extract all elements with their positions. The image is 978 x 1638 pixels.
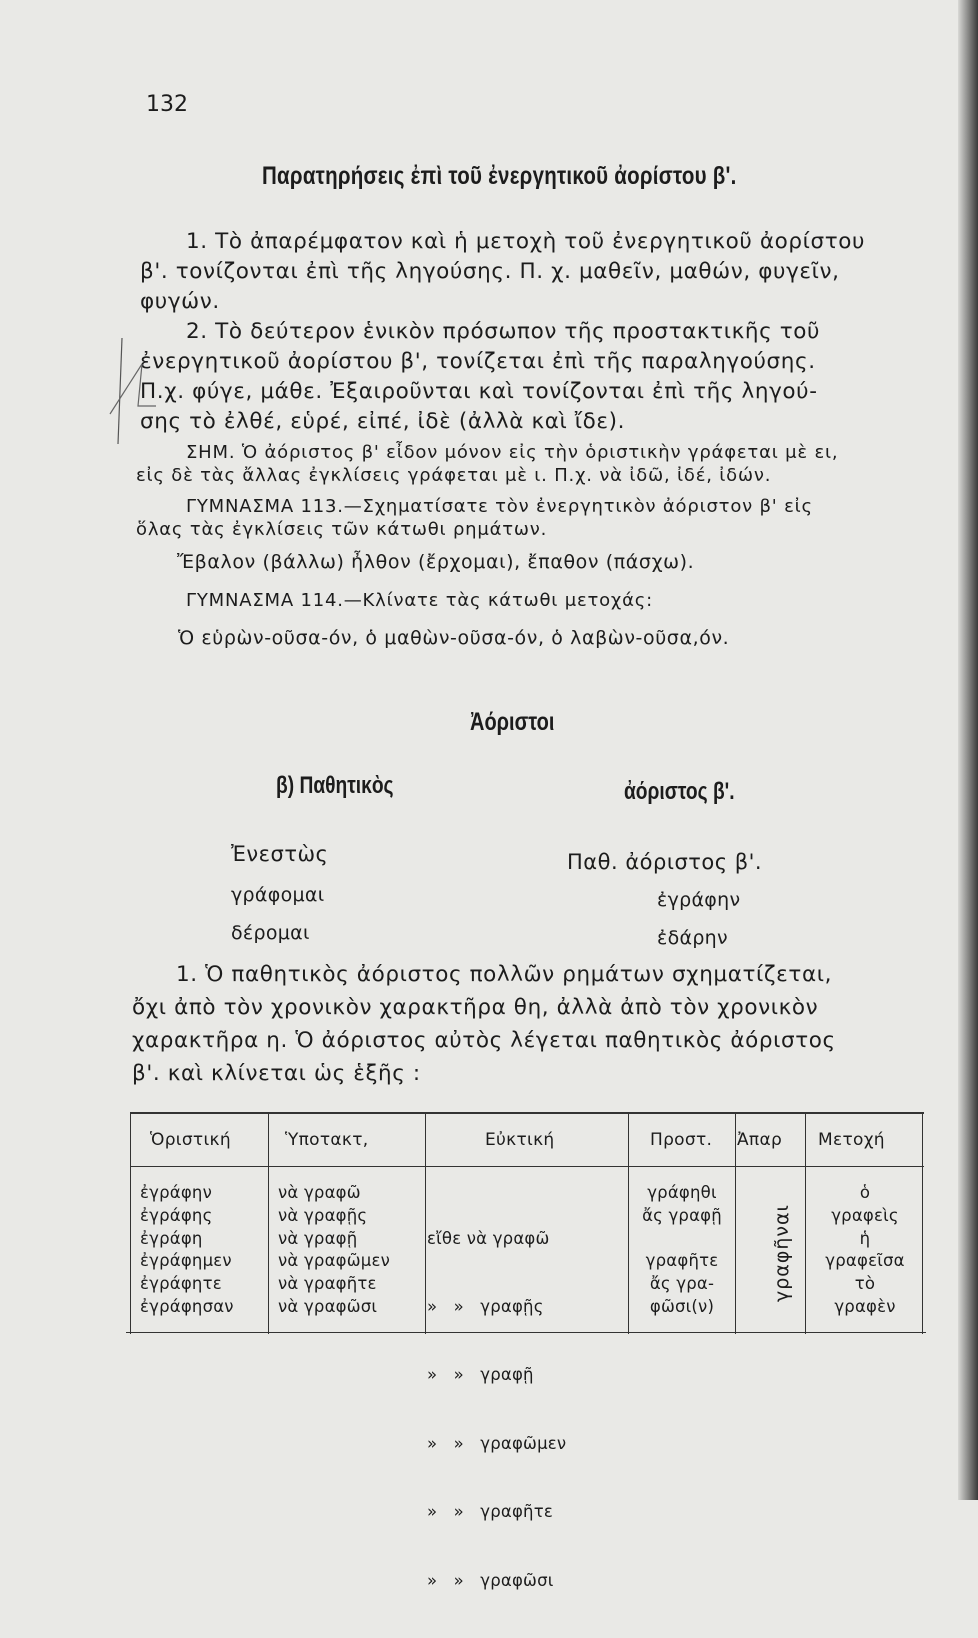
conjugation-table	[130, 1112, 924, 1590]
optative-form: » » γραφῇ	[427, 1365, 534, 1385]
page-number: 132	[146, 92, 188, 117]
table-divider-3	[628, 1114, 629, 1334]
para3-line4: β'. καὶ κλίνεται ὡς ἑξῆς :	[132, 1061, 421, 1086]
para1-line3: φυγών.	[140, 289, 220, 314]
header-participle: Μετοχή	[818, 1130, 885, 1150]
subjunctive-column	[278, 1182, 390, 1319]
subjunctive-form: νὰ γραφῆτε	[278, 1274, 377, 1294]
participle-form: γραφεῖσα	[825, 1251, 905, 1271]
optative-form: » » γραφῆτε	[427, 1502, 553, 1522]
optative-form: εἴθε νὰ γραφῶ	[427, 1228, 550, 1248]
subjunctive-form: νὰ γραφῶσι	[278, 1296, 378, 1316]
indicative-form: ἐγράφητε	[140, 1274, 222, 1294]
header-subjunctive: Ὑποτακτ,	[285, 1130, 369, 1150]
optative-form: » » γραφῇς	[427, 1296, 544, 1316]
header-optative: Εὐκτική	[485, 1130, 555, 1150]
subjunctive-form: νὰ γραφῇς	[278, 1205, 368, 1225]
subjunctive-form: νὰ γραφῶμεν	[278, 1251, 390, 1271]
infinitive-cell	[762, 1188, 802, 1318]
indicative-form: ἐγράφης	[140, 1205, 213, 1225]
para2-line2: ἐνεργητικοῦ ἀορίστου β', τονίζεται ἐπὶ τῆς παραληγούσης.	[140, 349, 816, 374]
imperative-form: γραφῆτε	[645, 1251, 719, 1271]
subjunctive-form: νὰ γραφῇ	[278, 1228, 358, 1248]
participle-form: γραφεὶς	[831, 1205, 899, 1225]
para2-line3: Π.χ. φύγε, μάθε. Ἐξαιροῦνται καὶ τονίζονται ἐπὶ τῆς ληγού-	[140, 379, 818, 404]
table-divider-5	[805, 1114, 806, 1334]
indicative-form: ἐγράφησαν	[140, 1296, 234, 1316]
imperative-form: ἄς γραφῇ	[642, 1205, 722, 1225]
participle-form: ὁ	[859, 1183, 871, 1202]
para2-line1: 2. Τὸ δεύτερον ἑνικὸν πρόσωπον τῆς προστακτικῆς τοῦ	[186, 319, 821, 344]
exercise-114: ΓΥΜΝΑΣΜΑ 114.—Κλίνατε τὰς κάτωθι μετοχάς:	[186, 590, 654, 611]
subheading-left: β) Παθητικὸς	[276, 772, 394, 799]
indicative-column	[140, 1182, 234, 1319]
imperative-form: γράφηθι	[647, 1183, 717, 1202]
table-divider-2	[425, 1114, 426, 1334]
subjunctive-form: νὰ γραφῶ	[278, 1183, 361, 1202]
imperative-form: φῶσι(ν)	[649, 1296, 715, 1316]
imperative-column	[630, 1182, 734, 1319]
participle-column	[807, 1182, 923, 1319]
page-edge-shadow	[958, 0, 978, 1500]
header-indicative: Ὁριστική	[150, 1130, 231, 1150]
table-divider-1	[268, 1114, 269, 1334]
aorist-form-2: ἐδάρην	[657, 927, 728, 949]
optative-column	[427, 1182, 566, 1638]
exercise-114-words: Ὁ εὑρὼν-οῦσα-όν, ὁ μαθὼν-οῦσα-όν, ὁ λαβὼν-οῦσα,όν.	[178, 627, 730, 649]
imperative-form: ἄς γρα-	[649, 1274, 715, 1294]
aorist-heading: Παθ. ἀόριστος β'.	[567, 850, 763, 874]
para1-line2: β'. τονίζονται ἐπὶ τῆς ληγούσης. Π. χ. μαθεῖν, μαθών, φυγεῖν,	[140, 259, 840, 284]
present-form-2: δέρομαι	[231, 922, 310, 944]
table-border-left	[130, 1114, 131, 1334]
exercise-113-line1: ΓΥΜΝΑΣΜΑ 113.—Σχηματίσατε τὸν ἐνεργητικὸν ἀόριστον β' εἰς	[186, 496, 813, 517]
indicative-form: ἐγράφημεν	[140, 1251, 232, 1271]
present-heading: Ἐνεστὼς	[231, 842, 329, 866]
imperative-form	[630, 1228, 734, 1251]
pencil-margin-mark	[102, 336, 162, 446]
optative-form: » » γραφῶσι	[427, 1570, 554, 1590]
optative-form: » » γραφῶμεν	[427, 1433, 567, 1453]
para3-line1: 1. Ὁ παθητικὸς ἀόριστος πολλῶν ρημάτων σχηματίζεται,	[176, 962, 833, 987]
participle-form: ἡ	[859, 1228, 871, 1248]
table-header-rule	[130, 1166, 924, 1167]
note-line1: ΣΗΜ. Ὁ ἀόριστος β' εἶδον μόνον εἰς τὴν ὁριστικὴν γράφεται μὲ ει,	[186, 442, 839, 463]
participle-form: τὸ	[854, 1274, 876, 1294]
section-title: Ἀόριστοι	[470, 708, 555, 736]
para3-line2: ὄχι ἀπὸ τὸν χρονικὸν χαρακτῆρα θη, ἀλλὰ ἀπὸ τὸν χρονικὸν	[132, 995, 819, 1020]
header-infinitive: Ἀπαρ	[737, 1130, 783, 1150]
subheading-right: ἀόριστος β'.	[624, 778, 735, 805]
aorist-form-1: ἐγράφην	[657, 889, 741, 911]
para2-line4: σης τὸ ἐλθέ, εὑρέ, εἰπέ, ἰδὲ (ἀλλὰ καὶ ἴδε).	[140, 409, 626, 434]
header-imperative: Προστ.	[650, 1130, 713, 1150]
exercise-113-words: Ἔβαλον (βάλλω) ἦλθον (ἔρχομαι), ἔπαθον (πάσχω).	[177, 551, 695, 573]
section-heading: Παρατηρήσεις ἐπὶ τοῦ ἐνεργητικοῦ ἀορίστου β'.	[262, 162, 737, 190]
indicative-form: ἐγράφην	[140, 1183, 212, 1202]
indicative-form: ἐγράφη	[140, 1228, 203, 1248]
para1-line1: 1. Τὸ ἀπαρέμφατον καὶ ἡ μετοχὴ τοῦ ἐνεργητικοῦ ἀορίστου	[186, 229, 866, 254]
infinitive-form: γραφῆναι	[771, 1204, 793, 1302]
para3-line3: χαρακτῆρα η. Ὁ ἀόριστος αὐτὸς λέγεται παθητικὸς ἀόριστος	[132, 1028, 836, 1053]
note-line2: εἰς δὲ τὰς ἄλλας ἐγκλίσεις γράφεται μὲ ι. Π.χ. νὰ ἰδῶ, ἰδέ, ἰδών.	[136, 465, 772, 486]
present-form-1: γράφομαι	[231, 884, 325, 906]
participle-form: γραφὲν	[834, 1296, 896, 1316]
exercise-113-line2: ὅλας τὰς ἐγκλίσεις τῶν κάτωθι ρημάτων.	[136, 519, 548, 540]
table-divider-4	[735, 1114, 736, 1334]
